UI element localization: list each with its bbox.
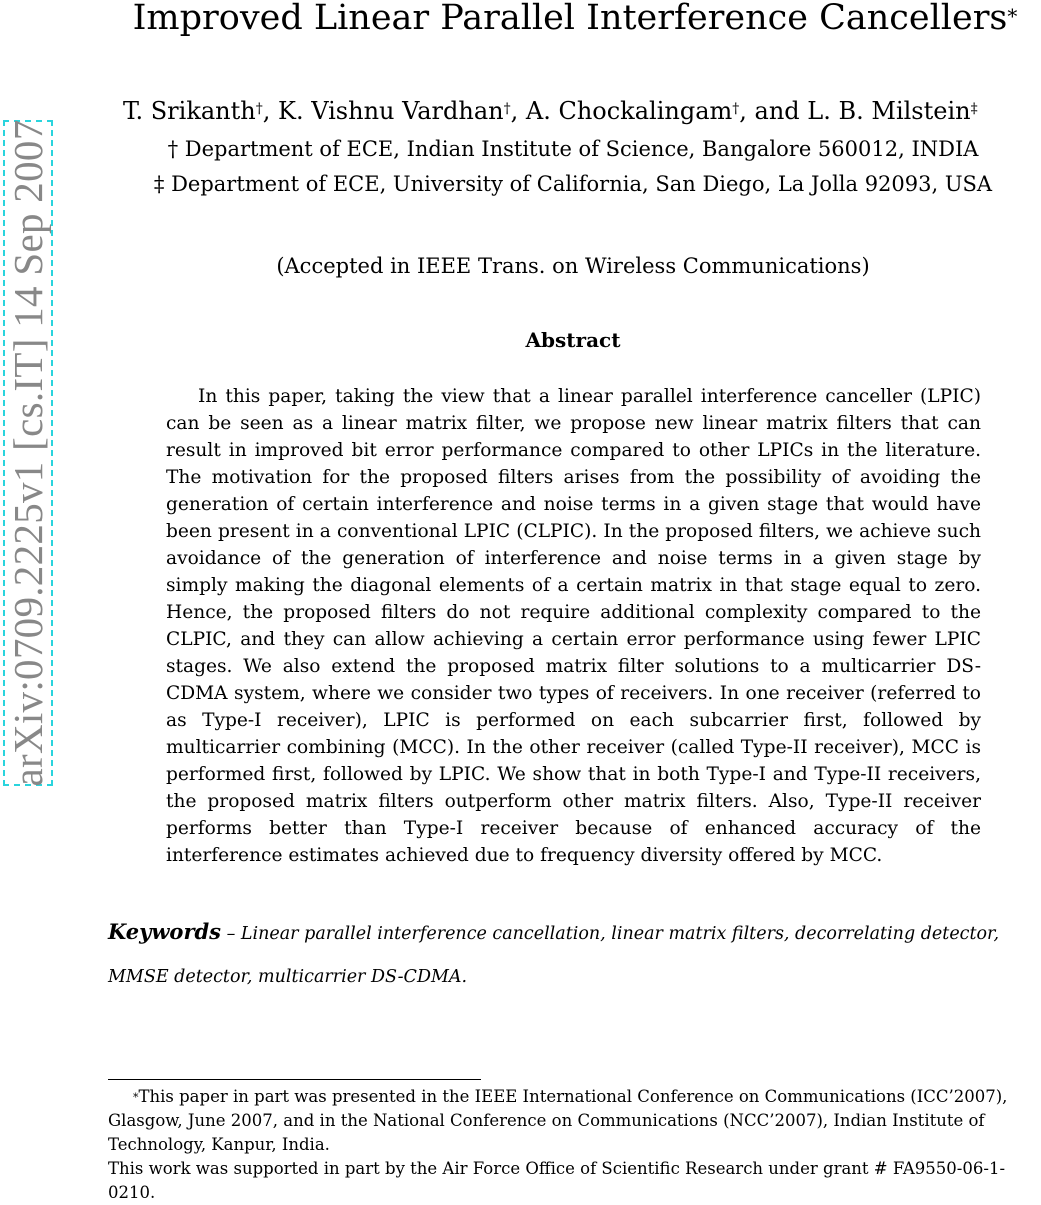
- arxiv-stamp-text: arXiv:0709.2225v1 [cs.IT] 14 Sep 2007: [5, 119, 51, 787]
- author-name: K. Vishnu Vardhan: [278, 97, 504, 125]
- author-list: [123, 95, 978, 127]
- footnote-funding: This work was supported in part by the Air Force Office of Scientific Research under grant # FA9550-06-1-0210.: [108, 1159, 1006, 1202]
- affiliation-ucsd: ‡ Department of ECE, University of California, San Diego, La Jolla 92093, USA: [153, 172, 993, 196]
- author-name: T. Srikanth: [123, 97, 256, 125]
- author-affiliation-mark: ‡: [970, 101, 978, 117]
- paper-title: [0, 0, 1041, 40]
- author-name: L. B. Milstein: [807, 97, 971, 125]
- paper-title-text: Improved Linear Parallel Interference Cancellers: [132, 0, 1008, 38]
- author-separator: ,: [510, 97, 526, 125]
- author-affiliation-mark: †: [503, 101, 511, 117]
- author-name: A. Chockalingam: [525, 97, 733, 125]
- author-separator: , and: [739, 97, 808, 125]
- footnote-conference-text: This paper in part was presented in the IEEE International Conference on Communications (ICC’2007), Glasgow, June 2007, and in the National Conference on Communications (NCC’2007), Indian Institute of Technology, Kanpur, India.: [108, 1087, 1008, 1154]
- keywords-text: Linear parallel interference cancellation, linear matrix filters, decorrelating detector, MMSE detector, multicarrier DS-CDMA.: [108, 924, 1000, 987]
- author-affiliation-mark: †: [732, 101, 740, 117]
- footnote-rule: [108, 1079, 481, 1080]
- footnote-conference: [108, 1085, 1041, 1157]
- title-footnote-mark: *: [1007, 4, 1018, 28]
- acceptance-note: (Accepted in IEEE Trans. on Wireless Communications): [276, 254, 870, 278]
- affiliation-iisc: † Department of ECE, Indian Institute of Science, Bangalore 560012, INDIA: [167, 137, 979, 161]
- author-separator: ,: [262, 97, 279, 125]
- abstract-heading: Abstract: [525, 328, 621, 352]
- keywords-dash: –: [221, 924, 241, 944]
- author-affiliation-mark: †: [255, 101, 263, 117]
- abstract-body: In this paper, taking the view that a linear parallel interference canceller (LPIC) can be seen as a linear matrix filter, we propose new linear matrix filters that can result in improved bit error performance compared to other LPICs in the literature. The motivation for the proposed filters arises from the possibility of avoiding the generation of certain interference and noise terms in a given stage that would have been present in a conventional LPIC (CLPIC). In the proposed filters, we achieve such avoidance of the generation of interference and noise terms in a given stage by simply making the diagonal elements of a certain matrix in that stage equal to zero. Hence, the proposed filters do not require additional complexity compared to the CLPIC, and they can allow achieving a certain error performance using fewer LPIC stages. We also extend the proposed matrix filter solutions to a multicarrier DS-CDMA system, where we consider two types of receivers. In one receiver (referred to as Type-I receiver), LPIC is performed on each subcarrier first, followed by multicarrier combining (MCC). In the other receiver (called Type-II receiver), MCC is performed first, followed by LPIC. We show that in both Type-I and Type-II receivers, the proposed matrix filters outperform other matrix filters. Also, Type-II receiver performs better than Type-I receiver because of enhanced accuracy of the interference estimates achieved due to frequency diversity offered by MCC.: [166, 386, 981, 866]
- keywords-section: [108, 910, 1041, 999]
- keywords-label: Keywords: [108, 919, 222, 944]
- footnote-mark: *: [133, 1091, 139, 1104]
